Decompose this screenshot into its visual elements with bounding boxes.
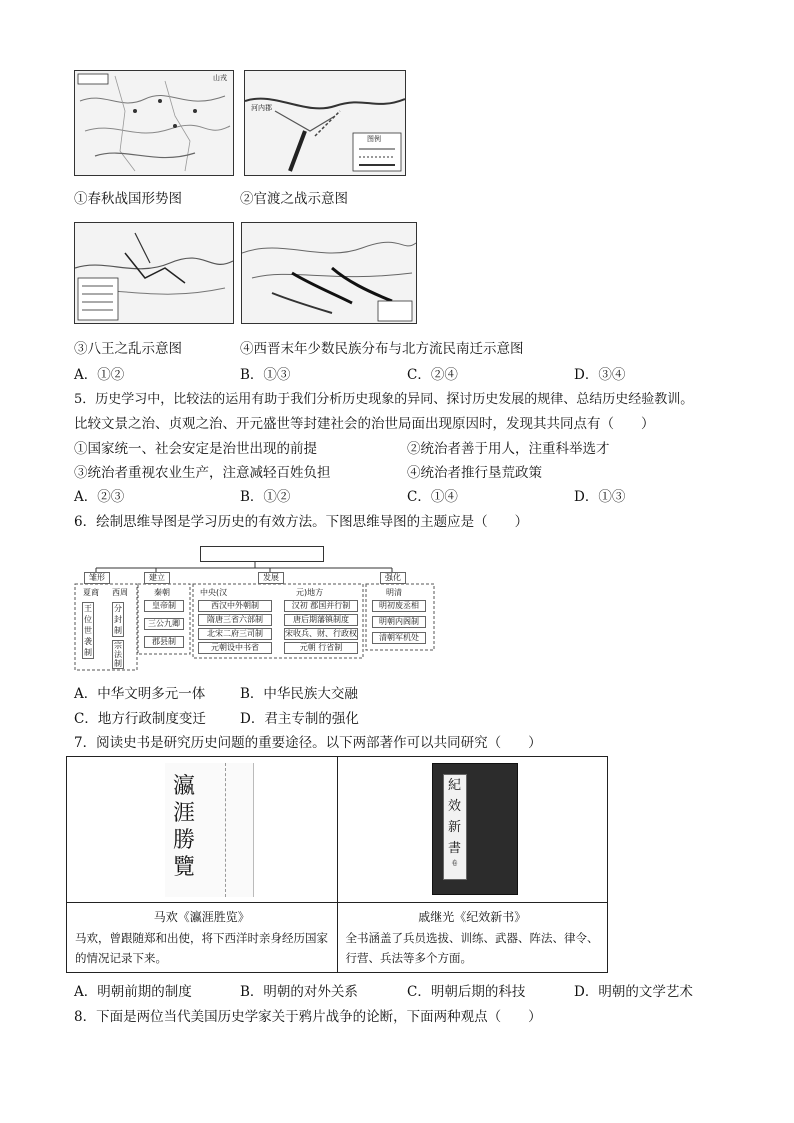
q5-option-a[interactable]: A．②③ xyxy=(74,489,125,505)
mm-xiashang: 夏商 xyxy=(83,588,99,597)
map-western-jin-drawing xyxy=(242,223,416,323)
map-eight-princes xyxy=(74,222,234,324)
mm-suitang: 隋唐三省六部制 xyxy=(198,614,272,626)
q4-option-c[interactable]: C．②④ xyxy=(407,367,458,383)
book2-desc: 全书涵盖了兵员选拔、训练、武器、阵法、律令、行营、兵法等多个方面。 xyxy=(345,931,599,965)
map-label: 山戎 xyxy=(213,74,227,82)
mind-map-topic-box xyxy=(200,546,324,562)
book2-caption: 戚继光《纪效新书》 xyxy=(418,910,527,924)
mm-junxian: 郡县制 xyxy=(144,636,184,648)
q7-stem: 7．阅读史书是研究历史问题的重要途径。以下两部著作可以共同研究（ ） xyxy=(74,735,542,751)
mm-sangong: 三公九卿 xyxy=(144,618,184,630)
book2-char: 新 xyxy=(447,820,461,835)
mm-xihan: 西汉中外朝制 xyxy=(198,600,272,612)
mind-map xyxy=(74,544,436,672)
book1-text-cell xyxy=(67,903,338,973)
map-caption-2: ②官渡之战示意图 xyxy=(240,191,348,207)
q7-option-a[interactable]: A．明朝前期的制度 xyxy=(74,984,192,1000)
mm-fenfeng: 分封制 xyxy=(114,604,122,635)
mm-hanchu: 汉初 郡国并行制 xyxy=(284,600,358,612)
map-label: 河内郡 xyxy=(251,104,272,112)
q6-option-a[interactable]: A．中华文明多元一体 xyxy=(74,686,206,702)
mm-xizhou: 西周 xyxy=(112,588,128,597)
book1-char: 覽 xyxy=(172,855,195,880)
mm-xingsheng: 元朝 行省制 xyxy=(284,642,358,654)
mm-tanghouqi: 唐后期藩镇制度 xyxy=(284,614,358,626)
q8-stem: 8．下面是两位当代美国历史学家关于鸦片战争的论断，下面两种观点（ ） xyxy=(74,1009,542,1025)
map-spring-autumn xyxy=(74,70,234,176)
branch-qianghua: 强化 xyxy=(380,572,406,584)
q7-option-b[interactable]: B．明朝的对外关系 xyxy=(240,984,358,1000)
book1-desc: 马欢，曾跟随郑和出使，将下西洋时亲身经历国家的情况记录下来。 xyxy=(75,931,328,965)
q5-item-1: ①国家统一、社会安定是治世出现的前提 xyxy=(74,441,317,457)
q5-item-2: ②统治者善于用人，注重科举选才 xyxy=(407,441,610,457)
map-spring-autumn-drawing xyxy=(75,71,233,175)
book1-char: 勝 xyxy=(172,828,195,853)
q5-stem-line1: 5．历史学习中，比较法的运用有助于我们分析历史现象的异同、探讨历史发展的规律、总结历史经验教训。 xyxy=(74,392,694,407)
mm-yuan-zhongshu: 元朝设中书省 xyxy=(198,642,272,654)
book2-cover xyxy=(432,763,518,895)
book1-cover xyxy=(165,763,254,897)
map-caption-3: ③八王之乱示意图 xyxy=(74,341,182,357)
book2-label xyxy=(443,774,467,880)
q4-option-d[interactable]: D．③④ xyxy=(574,367,626,383)
book1-caption: 马欢《瀛涯胜览》 xyxy=(153,910,250,924)
mm-difang-head: 元)地方 xyxy=(296,588,324,597)
map-guandu-battle xyxy=(244,70,406,176)
map-guandu-drawing xyxy=(245,71,405,175)
q5-option-d[interactable]: D．①③ xyxy=(574,489,626,505)
mm-neige: 明朝内阁制 xyxy=(372,616,426,628)
mm-qin: 秦朝 xyxy=(154,588,170,597)
q6-stem: 6．绘制思维导图是学习历史的有效方法。下图思维导图的主题应是（ ） xyxy=(74,514,529,530)
q5-item-3: ③统治者重视农业生产，注意减轻百姓负担 xyxy=(74,465,331,481)
q4-option-a[interactable]: A．①② xyxy=(74,367,125,383)
map-eight-princes-drawing xyxy=(75,223,233,323)
mm-junjichu: 清朝军机处 xyxy=(372,632,426,644)
book2-text-cell xyxy=(337,903,608,973)
q4-option-b[interactable]: B．①③ xyxy=(240,367,291,383)
q6-option-b[interactable]: B．中华民族大交融 xyxy=(240,686,358,702)
books-table xyxy=(66,756,608,973)
q6-option-d[interactable]: D．君主专制的强化 xyxy=(240,711,359,727)
book1-binding xyxy=(225,763,227,897)
q7-option-c[interactable]: C．明朝后期的科技 xyxy=(407,984,526,1000)
q5-item-4: ④统治者推行垦荒政策 xyxy=(407,465,542,481)
book1-image-cell xyxy=(67,757,338,903)
map-western-jin-migration xyxy=(241,222,417,324)
map-caption-4: ④西晋末年少数民族分布与北方流民南迁示意图 xyxy=(240,341,524,357)
q5-option-b[interactable]: B．①② xyxy=(240,489,291,505)
mm-beisong: 北宋二府三司制 xyxy=(198,628,272,640)
book1-title-vertical xyxy=(171,773,197,881)
q5-option-c[interactable]: C．①④ xyxy=(407,489,458,505)
mm-songshou: 宋收兵、财、行政权 xyxy=(285,629,357,638)
mm-huangdi: 皇帝制 xyxy=(144,600,184,612)
q5-stem-line2: 比较文景之治、贞观之治、开元盛世等封建社会的治世局面出现原因时，发现其共同点有（ ） xyxy=(74,416,655,432)
mm-wangwei: 王位世袭制 xyxy=(84,604,92,657)
q7-option-d[interactable]: D．明朝的文学艺术 xyxy=(574,984,693,1000)
map-legend-label: 图例 xyxy=(367,135,381,143)
q6-option-c[interactable]: C．地方行政制度变迁 xyxy=(74,711,206,727)
book2-char: 紀 xyxy=(447,778,461,793)
book2-char: 書 xyxy=(447,841,461,856)
book1-char: 涯 xyxy=(172,801,195,826)
book2-small: 卷 xyxy=(451,860,458,867)
branch-chuxing: 雏形 xyxy=(84,572,110,584)
mm-mingqing: 明清 xyxy=(386,588,402,597)
map-caption-1: ①春秋战国形势图 xyxy=(74,191,182,207)
mm-zhongyang-head: 中央(汉 xyxy=(200,588,228,597)
mm-zongfa: 宗法制 xyxy=(114,641,122,668)
mm-feichengxiang: 明初废丞相 xyxy=(372,600,426,612)
book2-char: 效 xyxy=(447,799,461,814)
branch-fazhan: 发展 xyxy=(258,572,284,584)
book2-image-cell xyxy=(337,757,608,903)
branch-jianli: 建立 xyxy=(144,572,170,584)
book1-char: 瀛 xyxy=(172,774,195,799)
